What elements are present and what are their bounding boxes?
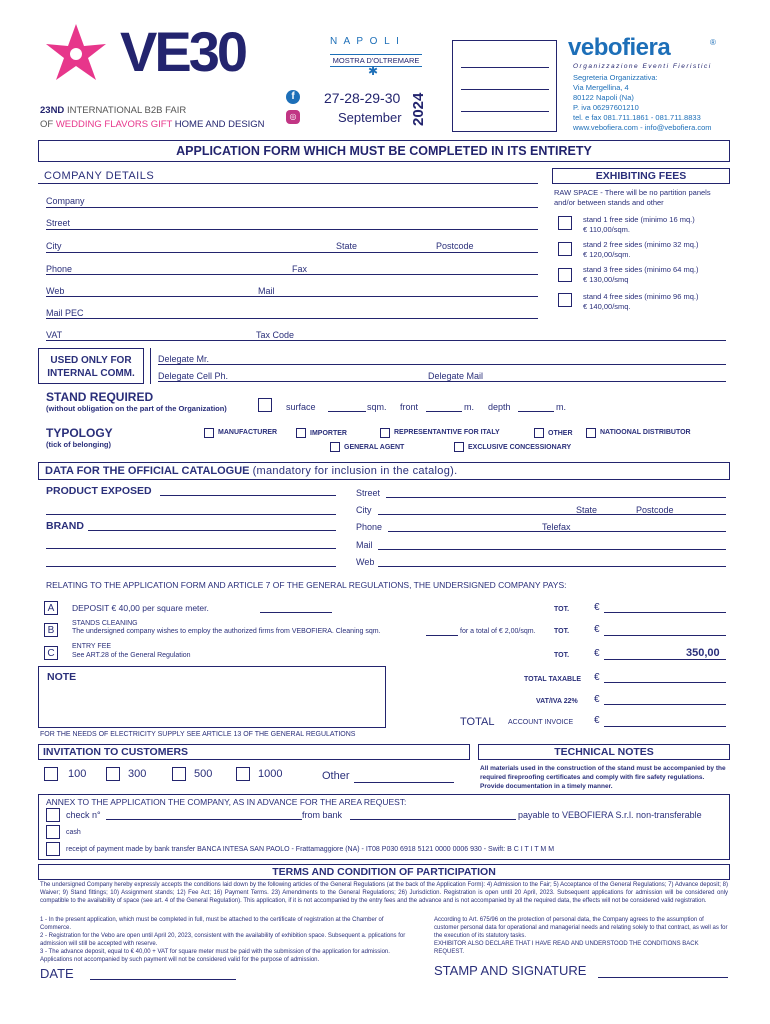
- brand-field-3[interactable]: [46, 566, 336, 567]
- fair-type: INTERNATIONAL B2B FAIR: [66, 105, 187, 116]
- terms-right: [434, 916, 728, 956]
- surface-label: surface: [286, 402, 316, 412]
- letter-a: A: [44, 601, 58, 615]
- total-label: TOTAL: [460, 716, 495, 728]
- invitation-checkbox[interactable]: [236, 767, 250, 781]
- terms-right-item: According to Art. 675/96 on the protection of personal data, the Company agrees to the assumption of customer personal data for operational and managerial needs and relating solely to that contract, as well as for the execution of its statutory tasks.: [434, 917, 728, 939]
- delegate-cell-field[interactable]: [158, 381, 726, 382]
- catalogue-note: (mandatory for inclusion in the catalog).: [252, 465, 458, 477]
- typology-checkbox[interactable]: [296, 428, 306, 438]
- typology-checkbox[interactable]: [204, 428, 214, 438]
- city-name: N A P O L I: [330, 36, 401, 47]
- internal-box: [38, 348, 144, 384]
- entry-fee-text: See ART.28 of the General Regulation: [72, 652, 191, 659]
- typology-title: TYPOLOGY: [46, 426, 113, 440]
- fair-home: HOME: [174, 119, 204, 130]
- fee-option-price: € 120,00/sqm.: [583, 250, 631, 259]
- organizer-tagline: Organizzazione Eventi Fieristici: [573, 63, 712, 70]
- euro-taxable: €: [594, 672, 600, 683]
- typology-option: GENERAL AGENT: [344, 444, 405, 451]
- typology-checkbox[interactable]: [330, 442, 340, 452]
- vat-label-pay: VAT/IVA 22%: [536, 698, 578, 705]
- delegate-cell-label: Delegate Cell Ph.: [158, 371, 229, 381]
- fee-option-checkbox[interactable]: [558, 293, 572, 307]
- invitation-checkbox[interactable]: [44, 767, 58, 781]
- depth-field[interactable]: [518, 411, 554, 412]
- fee-option-checkbox[interactable]: [558, 268, 572, 282]
- event-dates: 27-28-29-30: [324, 90, 401, 106]
- organizer-contacts: [573, 73, 712, 133]
- product-label: PRODUCT EXPOSED: [46, 485, 152, 497]
- typology-option: EXCLUSIVE CONCESSIONARY: [468, 444, 572, 451]
- payment-intro: RELATING TO THE APPLICATION FORM AND ARTICLE 7 OF THE GENERAL REGULATIONS, THE UNDERSIGNED COMPANY PAYS:: [46, 580, 567, 590]
- event-year: 2024: [410, 92, 427, 126]
- payable-label: payable to VEBOFIERA S.r.l. non-transferable: [518, 810, 702, 820]
- fee-option: [583, 215, 695, 235]
- total-field[interactable]: [604, 726, 726, 727]
- brand-field[interactable]: [88, 530, 336, 531]
- pec-label: Mail PEC: [46, 308, 84, 318]
- signature-field[interactable]: [598, 977, 728, 978]
- logo-text: VE30: [120, 20, 245, 83]
- company-section-title: COMPANY DETAILS: [44, 170, 155, 182]
- event-month: September: [338, 110, 402, 125]
- typology-checkbox[interactable]: [534, 428, 544, 438]
- fees-title: EXHIBITING FEES: [552, 168, 730, 184]
- entry-fee-total-line: [604, 659, 726, 660]
- catalogue-title: DATA FOR THE OFFICIAL CATALOGUE: [45, 465, 250, 477]
- stand-title: STAND REQUIRED: [46, 390, 154, 404]
- deposit-field[interactable]: [260, 612, 332, 613]
- cleaning-total[interactable]: [604, 635, 726, 636]
- cat-web-label: Web: [356, 557, 375, 567]
- pec-field[interactable]: [46, 318, 538, 319]
- typology-checkbox[interactable]: [380, 428, 390, 438]
- entry-fee-title: ENTRY FEE: [72, 643, 112, 650]
- cat-web-field[interactable]: [378, 566, 726, 567]
- deposit-text: DEPOSIT € 40,00 per square meter.: [72, 603, 209, 613]
- state-label: State: [336, 241, 358, 251]
- fee-option-price: € 140,00/smq.: [583, 302, 631, 311]
- street-field[interactable]: [46, 229, 538, 230]
- cleaning-sqm-field[interactable]: [426, 635, 458, 636]
- terms-left-item: 3 - The advance deposit, equal to € 40,00 + VAT for square meter must be paid with the submission of the application for admission. Applications not accompanied by such payment will not be considered valid for the purpose of admission.: [40, 949, 390, 963]
- internal-label: USED ONLY FOR: [50, 355, 132, 366]
- invitation-option: 500: [194, 768, 213, 780]
- cleaning-rate: for a total of € 2,00/sqm.: [460, 628, 536, 635]
- form-title: APPLICATION FORM WHICH MUST BE COMPLETED IN ITS ENTIRETY: [38, 140, 730, 162]
- compass-icon: ✱: [368, 64, 379, 78]
- deposit-total[interactable]: [604, 612, 726, 613]
- org-line: www.vebofiera.com - info@vebofiera.com: [573, 123, 712, 132]
- organizer-logo: vebofiera: [568, 34, 671, 61]
- euro-b: €: [594, 624, 600, 635]
- web-field[interactable]: [46, 296, 538, 297]
- invitation-option: 100: [68, 768, 87, 780]
- fee-option-line: stand 1 free side (minimo 16 mq.): [583, 215, 695, 224]
- tot-label-c: TOT.: [554, 652, 570, 659]
- brand-field-2[interactable]: [46, 548, 336, 549]
- cash-label: cash: [66, 829, 81, 836]
- product-field[interactable]: [160, 495, 336, 496]
- letter-b: B: [44, 623, 58, 637]
- fee-option-checkbox[interactable]: [558, 242, 572, 256]
- fair-logo: [38, 18, 278, 88]
- front-field[interactable]: [426, 411, 462, 412]
- terms-paragraph: The undersigned Company hereby expressly accepts the conditions laid down by the following articles of the General Regulations (at the back of the Application Form): 4) Admission to the Fair; 5) Acceptance of the General Regulations; 7) Advance deposit; 8) Waiver; 9) Stand fittings; 10) Assignment stands; 12) Fee Act; 16) Payment Terms. 23) Amendments to the General Regulations; 26) Jurisdiction. Registration is open until 20 April, 2023. Subsequent applications for admission will be considered only compatible to the availability of space (see art. 4 of the General Regulation). This application, if it is not accompanied by the entry fees and the advance and is not accompanied by all the required data, the effects will not be considered valid registration.: [40, 882, 728, 904]
- cat-phone-label: Phone: [356, 522, 383, 532]
- fee-option-price: € 110,00/sqm.: [583, 225, 630, 234]
- euro-vat: €: [594, 694, 600, 705]
- org-line: Segreteria Organizzativa:: [573, 73, 658, 82]
- internal-label: INTERNAL COMM.: [47, 368, 135, 379]
- fair-of: OF: [40, 119, 54, 130]
- typology-option: IMPORTER: [310, 430, 347, 437]
- stand-note: (without obligation on the part of the Organization): [46, 404, 227, 413]
- registered-icon: ®: [710, 38, 716, 47]
- stamp-label: STAMP AND SIGNATURE: [434, 963, 587, 978]
- vat-field-pay[interactable]: [604, 704, 726, 705]
- stand-checkbox[interactable]: [258, 398, 272, 412]
- vat-label: VAT: [46, 330, 63, 340]
- technical-title: TECHNICAL NOTES: [478, 744, 730, 760]
- euro-c: €: [594, 648, 600, 659]
- city-label: City: [46, 241, 62, 251]
- sqm-label: sqm.: [367, 402, 387, 412]
- fee-option-line: stand 2 free sides (minimo 32 mq.): [583, 240, 699, 249]
- invitation-option: 300: [128, 768, 147, 780]
- terms-left: [40, 916, 412, 964]
- fair-and: AND: [205, 119, 226, 130]
- depth-label: depth: [488, 402, 511, 412]
- invitation-option: 1000: [258, 768, 283, 780]
- mail-label: Mail: [258, 286, 275, 296]
- annex-bank-checkbox[interactable]: [46, 842, 60, 856]
- invoice-label: ACCOUNT INVOICE: [508, 719, 574, 726]
- fee-option: [583, 292, 698, 312]
- euro-a: €: [594, 602, 600, 613]
- terms-title: TERMS AND CONDITION OF PARTICIPATION: [38, 864, 730, 880]
- cat-state-label: State: [576, 505, 598, 515]
- cat-city-label: City: [356, 505, 372, 515]
- taxable-field[interactable]: [604, 682, 726, 683]
- cat-mail-label: Mail: [356, 540, 373, 550]
- cleaning-text: The undersigned company wishes to employ the authorized firms from VEBOFIERA. Cleaning sqm.: [72, 628, 381, 635]
- fair-edition: 23ND: [40, 105, 65, 116]
- invitation-checkbox[interactable]: [172, 767, 186, 781]
- surface-field[interactable]: [328, 411, 366, 412]
- fees-intro: RAW SPACE - There will be no partition panels and/or between stands and other: [554, 188, 711, 207]
- depth-unit: m.: [556, 402, 566, 412]
- fair-wedding: WEDDING FLAVORS: [55, 119, 149, 130]
- instagram-icon[interactable]: ◎: [286, 110, 300, 124]
- phone-field[interactable]: [46, 274, 538, 275]
- invitation-other-field[interactable]: [354, 782, 454, 783]
- typology-checkbox[interactable]: [454, 442, 464, 452]
- typology-option: NATIOONAL DISTRIBUTOR: [600, 429, 691, 436]
- delegate-label: Delegate Mr.: [158, 354, 210, 364]
- org-line: tel. e fax 081.711.1861 - 081.711.8833: [573, 113, 701, 122]
- entry-fee-amount: 350,00: [686, 647, 720, 659]
- euro-total: €: [594, 715, 600, 726]
- protocol-box: [452, 40, 557, 132]
- web-label: Web: [46, 286, 65, 296]
- front-unit: m.: [464, 402, 474, 412]
- phone-label: Phone: [46, 264, 73, 274]
- typology-note: (tick of belonging): [46, 440, 111, 449]
- org-line: P. iva 06297601210: [573, 103, 639, 112]
- date-label: DATE: [40, 966, 74, 981]
- delegate-field[interactable]: [158, 364, 726, 365]
- fee-option: [583, 240, 698, 260]
- cat-street-label: Street: [356, 488, 381, 498]
- invitation-other-label: Other: [322, 770, 350, 782]
- fair-gift: GIFT: [150, 119, 173, 130]
- company-field[interactable]: [46, 207, 538, 208]
- bank-field[interactable]: [350, 819, 516, 820]
- front-label: front: [400, 402, 419, 412]
- fee-option: [583, 265, 698, 285]
- check-number-field[interactable]: [106, 819, 302, 820]
- annex-check-checkbox[interactable]: [46, 808, 60, 822]
- check-label: check n°: [66, 810, 101, 820]
- annex-title: ANNEX TO THE APPLICATION THE COMPANY, AS IN ADVANCE FOR THE AREA REQUEST:: [46, 797, 407, 807]
- fee-option-line: stand 4 free sides (minimo 96 mq.): [583, 292, 699, 301]
- fax-label: Fax: [292, 264, 308, 274]
- date-field[interactable]: [90, 979, 236, 980]
- cleaning-title: STANDS CLEANING: [72, 620, 138, 627]
- note-label: NOTE: [47, 671, 77, 683]
- tot-label-b: TOT.: [554, 628, 570, 635]
- org-line: 80122 Napoli (Na): [573, 93, 634, 102]
- tot-label-a: TOT.: [554, 606, 570, 613]
- cat-postcode-label: Postcode: [636, 505, 674, 515]
- org-line: Via Mergellina, 4: [573, 83, 629, 92]
- venue-name: MOSTRA D'OLTREMARE: [330, 54, 422, 67]
- invitation-checkbox[interactable]: [106, 767, 120, 781]
- letter-c: C: [44, 646, 58, 660]
- street-label: Street: [46, 218, 71, 228]
- terms-left-item: 1 - In the present application, which must be completed in full, must be attached to the certificate of registration at the Chamber of Commerce.: [40, 917, 384, 931]
- fee-option-checkbox[interactable]: [558, 216, 572, 230]
- catalogue-title-bar: [38, 462, 730, 480]
- note-box[interactable]: [38, 666, 386, 728]
- typology-checkbox[interactable]: [586, 428, 596, 438]
- typology-option: OTHER: [548, 430, 573, 437]
- fee-option-price: € 130,00/smq: [583, 275, 629, 284]
- electricity-note: FOR THE NEEDS OF ELECTRICITY SUPPLY SEE ARTICLE 13 OF THE GENERAL REGULATIONS: [40, 731, 356, 738]
- typology-option: REPRESENTANTIVE FOR ITALY: [394, 429, 500, 436]
- delegate-mail-label: Delegate Mail: [428, 371, 484, 381]
- city-field[interactable]: [46, 252, 538, 253]
- annex-cash-checkbox[interactable]: [46, 825, 60, 839]
- cat-telefax-label: Telefax: [542, 522, 571, 532]
- terms-right-item: EXHIBITOR ALSO DECLARE THAT I HAVE READ AND UNDERSTOOD THE CONDITIONS BACK REQUEST.: [434, 941, 699, 955]
- fee-option-line: stand 3 free sides (minimo 64 mq.): [583, 265, 699, 274]
- cat-mail-field[interactable]: [378, 549, 726, 550]
- from-bank-label: from bank: [302, 810, 343, 820]
- postcode-label: Postcode: [436, 241, 474, 251]
- company-label: Company: [46, 196, 85, 206]
- product-field-2[interactable]: [46, 514, 336, 515]
- cat-street-field[interactable]: [386, 497, 726, 498]
- taxcode-label: Tax Code: [256, 330, 295, 340]
- taxable-label: TOTAL TAXABLE: [524, 676, 582, 683]
- cat-phone-field[interactable]: [388, 531, 726, 532]
- technical-text: All materials used in the construction of the stand must be accompanied by the required fireproofing certificates and comply with fire safety regulations. Provide documentation in a timely manner.: [480, 765, 726, 790]
- fair-design: DESIGN: [228, 119, 265, 130]
- facebook-icon[interactable]: f: [286, 90, 300, 104]
- invitation-title: INVITATION TO CUSTOMERS: [38, 744, 470, 760]
- cat-city-field[interactable]: [378, 514, 726, 515]
- vat-field[interactable]: [46, 340, 726, 341]
- typology-option: MANUFACTURER: [218, 429, 278, 436]
- bank-transfer-label: receipt of payment made by bank transfer BANCA INTESA SAN PAOLO - Frattamaggiore (NA) - IT08 P030 6918 5121 0000 0006 930 - Swift: B C I T I T M M: [66, 846, 555, 853]
- terms-left-item: 2 - Registration for the Vebo are open until April 20, 2023, consistent with the availability of exhibition space. Subsequent a. pplications for admission will still be accepted with reserve.: [40, 933, 406, 947]
- brand-label: BRAND: [46, 520, 84, 532]
- fair-description: [40, 104, 265, 132]
